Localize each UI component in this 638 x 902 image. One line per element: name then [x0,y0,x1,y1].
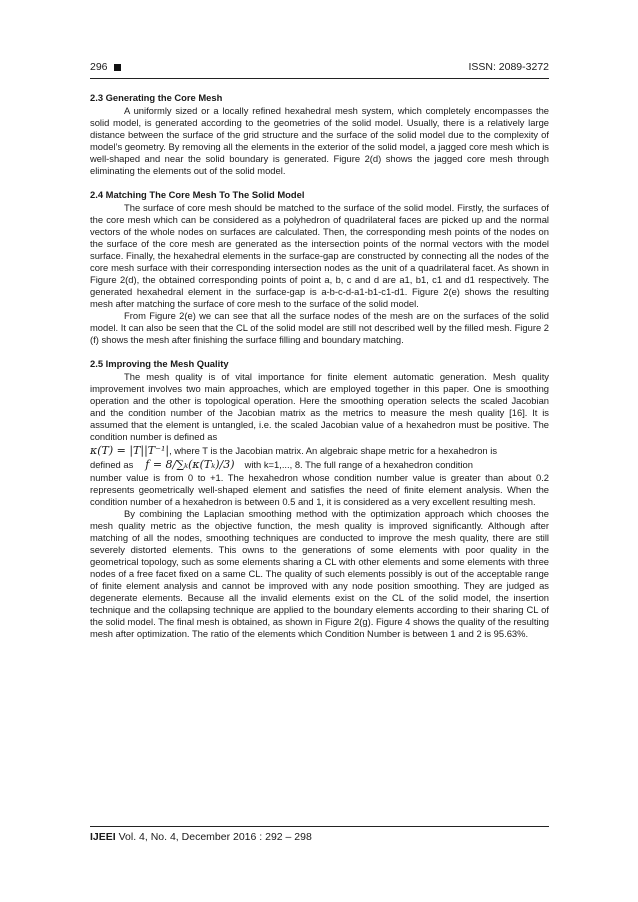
equation-text: with k=1,..., 8. The full range of a hexahedron condition [244,459,473,470]
equation-line-1 [90,444,549,458]
equation-text: defined as [90,459,134,470]
paragraph: number value is from 0 to +1. The hexahedron whose condition number value is greater than about 0.2 represents geometrically well-shaped element and satisfies the need of finite element analysis. When the condition number of a hexahedron is between 0.5 and 1, it is considered as a very excellent resulting mesh. [90,472,549,507]
section-2-3 [90,92,549,177]
condition-number-equation: κ(T) = |T||T⁻¹| [90,444,170,457]
journal-info: Vol. 4, No. 4, December 2016 : 292 – 298 [118,831,312,843]
paragraph: By combining the Laplacian smoothing method with the optimization approach which chooses the mesh quality metric as the objective function, the mesh quality is improved significantly. Although after matching of all the nodes, smoothing techniques are conducted to improve the mesh quality, there are still severely distorted elements. This owns to the generations of some elements with poor quality in the geometrical topology, such as some elements sharing a CL with other elements and some elements with three nodes of a free facet fixed on a same CL. The quality of such elements possibly is out of the acceptable range of finite element analysis and cannot be improved with any node position smoothing. They are judged as degenerate elements. Because all the invalid elements exist on the CL of the solid model, the insertion technique and the collapsing technique are applied to the boundary elements according to their sharing CL of the solid model. The final mesh is obtained, as shown in Figure 2(g). Figure 4 shows the quality of the resulting mesh after optimization. The ratio of the elements which Condition Number is between 1 and 2 is 95.63%. [90,508,549,639]
section-2-4 [90,189,549,346]
page-number: 296 [90,61,108,73]
journal-name: IJEEI [90,831,116,843]
shape-metric-equation: f = 8/∑ₖ(κ(Tₖ)/3) [145,458,235,471]
equation-text: , where T is the Jacobian matrix. An algebraic shape metric for a hexahedron is [169,445,498,456]
page-header [90,60,549,74]
section-2-5 [90,358,549,640]
section-heading: 2.3 Generating the Core Mesh [90,92,223,103]
paragraph: The mesh quality is of vital importance for finite element automatic generation. Mesh quality improvement involves two main approaches, which are employed together in this paper. One is smoothing operation and the other is topological operation. Here the smoothing operation selects the scaled Jacobian and the condition number of the Jacobian matrix as the metrics to measure the mesh quality [16]. It is assumed that the element is untangled, i.e. the scaled Jacobian value of a hexahedron must be positive. The condition number is defined as [90,371,549,442]
section-heading: 2.5 Improving the Mesh Quality [90,358,229,369]
header-rule [90,78,549,79]
section-heading: 2.4 Matching The Core Mesh To The Solid Model [90,189,305,200]
paragraph: From Figure 2(e) we can see that all the surface nodes of the mesh are on the surfaces of the solid model. It can also be seen that the CL of the solid model are still not described well by the filled mesh. Figure 2 (f) shows the mesh after finishing the surface filling and boundary matching. [90,310,549,345]
issn: ISSN: 2089-3272 [468,61,549,73]
article-body [90,92,549,652]
equation-line-2 [90,458,549,472]
paragraph: The surface of core mesh should be matched to the surface of the solid model. Firstly, the surfaces of the core mesh which can be considered as a polyhedron of quadrilateral faces are picked up and the normal vectors of the whole nodes on surfaces are calculated. Then, the corresponding mesh points of the nodes on the surface of the core mesh are generated as the intersection points of the normal vectors with the model surface. Finally, the hexahedral elements in the surface-gap are constructed by connecting all the nodes of the core mesh surface with their corresponding intersection nodes as the unit of a quadrilateral facet. As shown in Figure 2(d), the obtained corresponding points of point a, b, c and d are a1, b1, c1 and d1 respectively. The generated hexahedral element in the surface-gap is a-b-c-d-a1-b1-c1-d1. Figure 2(e) shows the resulting mesh after matching the surface of core mesh to the surface of the solid model. [90,202,549,309]
paragraph: A uniformly sized or a locally refined hexahedral mesh system, which completely encompasses the solid model, is generated according to the geometries of the solid model. Usually, there is a relatively large distance between the surface of the grid structure and the surface of the solid model due to the complexity of model’s geometry. By removing all the elements in the exterior of the solid model, a jagged core mesh which is well-shaped and near the solid boundary is generated. Figure 2(d) shows the jagged core mesh through eliminating the elements out of the solid model. [90,105,549,176]
header-left [90,61,121,73]
page-footer [90,831,312,843]
footer-rule [90,826,549,827]
square-bullet-icon [114,64,121,71]
